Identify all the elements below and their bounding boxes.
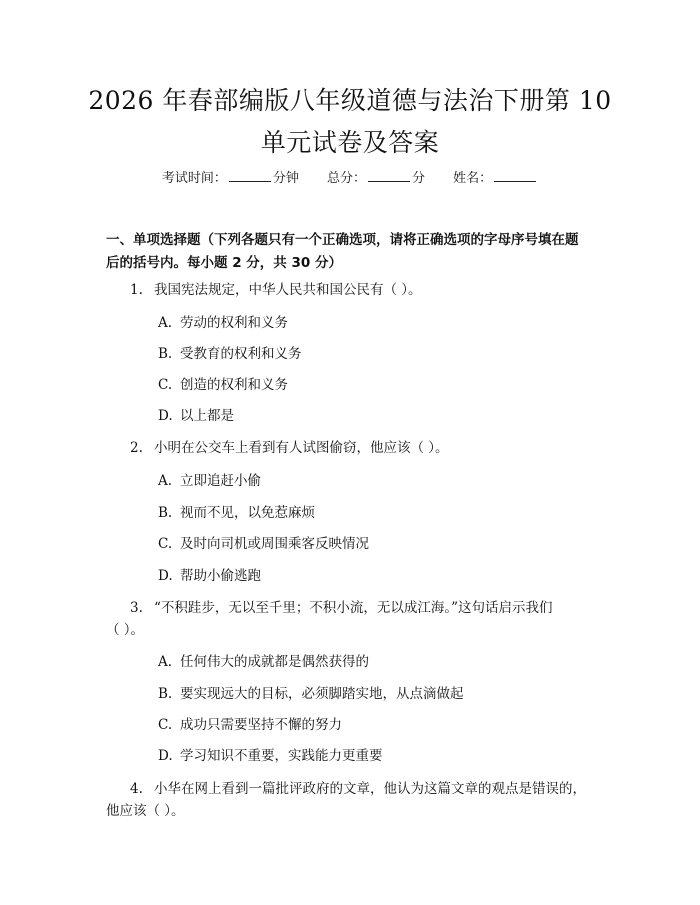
question-3-option-c	[158, 715, 342, 735]
option-letter: D.	[158, 408, 173, 424]
exam-time-unit: 分钟	[272, 171, 299, 186]
question-number: 3.	[130, 600, 143, 616]
question-3-option-b	[158, 684, 464, 704]
exam-time	[162, 171, 303, 186]
question-1-option-c	[158, 375, 288, 395]
exam-time-label: 考试时间：	[161, 171, 227, 186]
exam-title	[80, 80, 620, 164]
question-2	[106, 437, 606, 459]
option-letter: A.	[158, 315, 173, 331]
exam-time-blank	[229, 168, 271, 182]
question-1	[106, 279, 606, 301]
question-stem: 我国宪法规定，中华人民共和国公民有（ ）。	[154, 282, 422, 298]
exam-title-line2: 单元试卷及答案	[260, 128, 440, 157]
option-letter: B.	[158, 346, 173, 362]
option-letter: A.	[158, 473, 173, 489]
option-text: 立即追赶小偷	[180, 473, 261, 489]
option-text: 受教育的权利和义务	[180, 346, 302, 362]
option-letter: A.	[158, 654, 173, 670]
exam-title-line1: 2026 年春部编版八年级道德与法治下册第 10	[88, 86, 612, 115]
exam-score-label: 总分：	[326, 171, 366, 186]
question-4	[106, 778, 606, 822]
option-letter: B.	[158, 505, 173, 521]
section-heading-line2: 后的括号内。每小题 2 分，共 30 分）	[106, 255, 342, 271]
question-stem-line1: 小华在网上看到一篇批评政府的文章，他认为这篇文章的观点是错误的，	[154, 781, 586, 797]
question-3-option-a	[158, 652, 369, 672]
exam-name	[453, 171, 538, 186]
option-text: 要实现远大的目标，必须脚踏实地，从点滴做起	[180, 686, 464, 702]
question-3	[106, 597, 606, 641]
question-1-option-b	[158, 344, 302, 364]
exam-score	[327, 171, 429, 186]
exam-name-label: 姓名：	[453, 171, 493, 186]
option-text: 任何伟大的成就都是偶然获得的	[180, 654, 369, 670]
question-2-option-a	[158, 471, 261, 491]
exam-meta	[0, 168, 700, 189]
exam-name-blank	[494, 168, 536, 182]
question-2-option-d	[158, 566, 261, 586]
question-3-option-d	[158, 746, 383, 766]
exam-score-unit: 分	[412, 171, 426, 186]
option-text: 及时向司机或周围乘客反映情况	[180, 536, 369, 552]
option-text: 帮助小偷逃跑	[180, 568, 261, 584]
option-text: 视而不见，以免惹麻烦	[180, 505, 315, 521]
option-letter: C.	[158, 377, 173, 393]
question-1-option-d	[158, 406, 234, 426]
question-2-option-b	[158, 503, 315, 523]
question-number: 4.	[130, 781, 143, 797]
option-letter: D.	[158, 568, 173, 584]
exam-score-blank	[368, 168, 410, 182]
option-text: 创造的权利和义务	[180, 377, 288, 393]
question-stem: 小明在公交车上看到有人试图偷窃，他应该（ ）。	[154, 440, 449, 456]
question-number: 2.	[130, 440, 143, 456]
option-text: 劳动的权利和义务	[180, 315, 288, 331]
option-text: 成功只需要坚持不懈的努力	[180, 717, 342, 733]
option-letter: B.	[158, 686, 173, 702]
option-letter: C.	[158, 717, 173, 733]
section-heading	[106, 229, 606, 275]
section-heading-line1: 一、单项选择题（下列各题只有一个正确选项，请将正确选项的字母序号填在题	[106, 232, 579, 248]
option-text: 以上都是	[180, 408, 234, 424]
option-text: 学习知识不重要，实践能力更重要	[180, 748, 383, 764]
question-1-option-a	[158, 313, 288, 333]
question-stem-line1: “不积跬步，无以至千里；不积小流，无以成江海。”这句话启示我们	[154, 600, 553, 616]
question-stem-line2: （ ）。	[106, 622, 145, 638]
question-number: 1.	[130, 282, 143, 298]
question-stem-line2: 他应该（ ）。	[106, 803, 185, 819]
option-letter: D.	[158, 748, 173, 764]
question-2-option-c	[158, 534, 369, 554]
option-letter: C.	[158, 536, 173, 552]
